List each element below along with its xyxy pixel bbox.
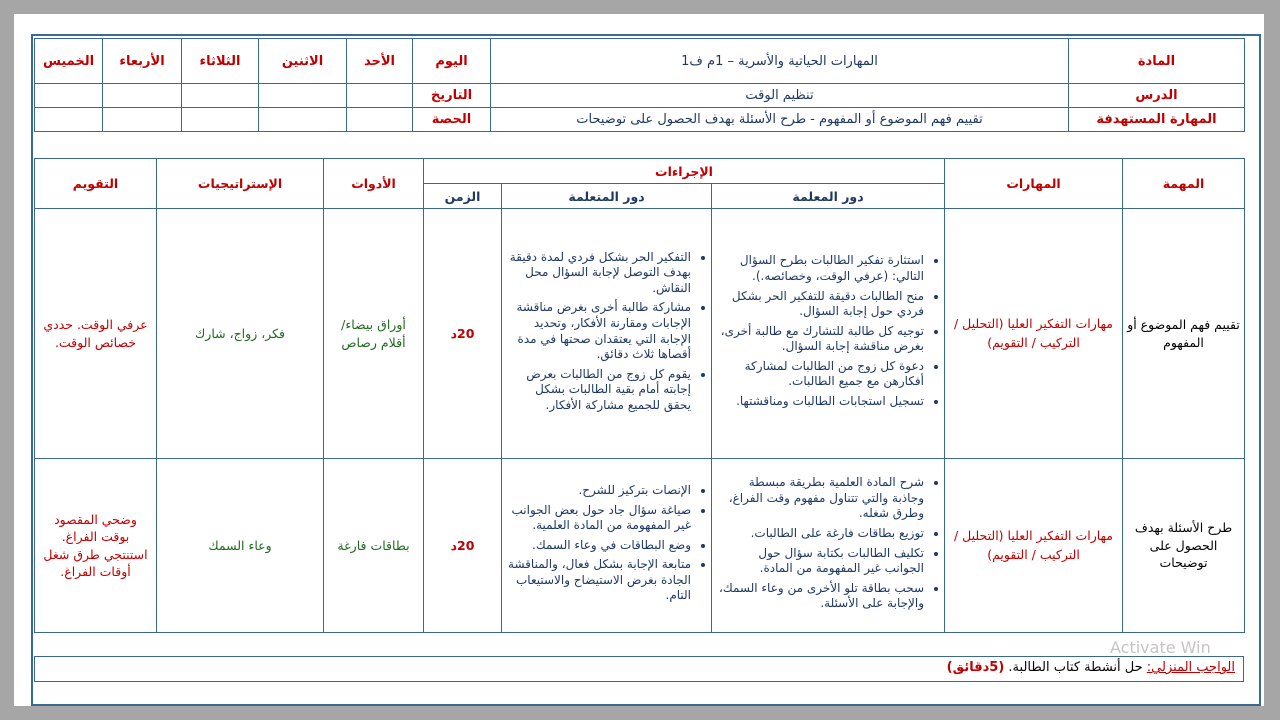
date-cell [103,84,182,108]
skills-cell: مهارات التفكير العليا (التحليل / التركيب / التقويم) [945,209,1123,459]
table-row [35,209,1245,459]
target-skill-label: المهارة المستهدفة [1069,108,1245,132]
col-task-header: المهمة [1123,159,1245,209]
lesson-header-table [34,38,1245,132]
list-item: • تكليف الطالبات بكتابة سؤال حول الجوانب غير المفهومة من المادة. [716,546,924,577]
student-role-cell [502,459,712,633]
list-item: • توزيع بطاقات فارغة على الطالبات. [716,526,924,542]
period-label: الحصة [413,108,491,132]
period-cell [347,108,413,132]
activation-watermark: Activate Win [1110,638,1211,657]
list-item: • صياغة سؤال جاد حول بعض الجوانب غير المفهومة من المادة العلمية. [506,503,691,534]
day-monday: الاثنين [259,39,347,84]
list-item: • مشاركة طالبة أخرى بغرض مناقشة الإجابات ومقارنة الأفكار، وتحديد الإجابة التي يعتقدان صحتها في مدة أقصاها ثلاث دقائق. [506,300,691,362]
day-tuesday: الثلاثاء [182,39,259,84]
subject-value: المهارات الحياتية والأسرية – 1م ف1 [491,39,1069,84]
list-item: • شرح المادة العلمية بطريقة مبسطة وجاذبة والتي تتناول مفهوم وقت الفراغ، وطرق شغله. [716,475,924,522]
period-cell [103,108,182,132]
strategies-cell: فكر، زواج، شارك [157,209,324,459]
list-item: • التفكير الحر بشكل فردي لمدة دقيقة بهدف التوصل لإجابة السؤال محل النقاش. [506,250,691,297]
col-procedures-header: الإجراءات [424,159,945,184]
date-cell [35,84,103,108]
lesson-value: تنظيم الوقت [491,84,1069,108]
date-label: التاريخ [413,84,491,108]
col-evaluation-header: التقويم [35,159,157,209]
homework-label: الواجب المنزلي: [1146,660,1235,675]
time-cell: 20د [424,459,502,633]
list-item: • منح الطالبات دقيقة للتفكير الحر بشكل فردي حول إجابة السؤال. [716,289,924,320]
subject-label: المادة [1069,39,1245,84]
col-skills-header: المهارات [945,159,1123,209]
list-item: • توجيه كل طالبة للتشارك مع طالبة أخرى، بغرض مناقشة إجابة السؤال. [716,324,924,355]
day-wednesday: الأربعاء [103,39,182,84]
date-cell [259,84,347,108]
date-cell [347,84,413,108]
lesson-label: الدرس [1069,84,1245,108]
skills-cell: مهارات التفكير العليا (التحليل / التركيب / التقويم) [945,459,1123,633]
col-strategies-header: الإستراتيجيات [157,159,324,209]
list-item: • الإنصات بتركيز للشرح. [506,483,691,499]
day-thursday: الخميس [35,39,103,84]
strategies-cell: وعاء السمك [157,459,324,633]
evaluation-cell: وضحي المقصود بوقت الفراغ. استنتجي طرق شغل أوقات الفراغ. [35,459,157,633]
period-cell [182,108,259,132]
table-row [35,459,1245,633]
list-item: • سحب بطاقة تلو الأخرى من وعاء السمك، والإجابة على الأسئلة. [716,581,924,612]
list-item: • وضع البطاقات في وعاء السمك. [506,538,691,554]
task-cell: طرح الأسئلة بهدف الحصول على توضيحات [1123,459,1245,633]
period-cell [259,108,347,132]
day-label: اليوم [413,39,491,84]
date-cell [182,84,259,108]
time-cell: 20د [424,209,502,459]
col-time-header: الزمن [424,184,502,209]
col-tools-header: الأدوات [324,159,424,209]
lesson-plan-table [34,158,1245,633]
homework-text: حل أنشطة كتاب الطالبة. [1008,660,1143,675]
list-item: • دعوة كل زوج من الطالبات لمشاركة أفكارهن مع جميع الطالبات. [716,359,924,390]
list-item: • متابعة الإجابة بشكل فعال، والمناقشة الجادة بغرض الاستيضاح والاستيعاب التام. [506,557,691,604]
target-skill-value: تقييم فهم الموضوع أو المفهوم - طرح الأسئلة بهدف الحصول على توضيحات [491,108,1069,132]
list-item: • تسجيل استجابات الطالبات ومناقشتها. [716,394,924,410]
list-item: • استثارة تفكير الطالبات بطرح السؤال التالي: (عرفي الوقت، وخصائصه.). [716,253,924,284]
teacher-role-cell [712,209,945,459]
day-sunday: الأحد [347,39,413,84]
list-item: • يقوم كل زوج من الطالبات بعرض إجابته أمام بقية الطالبات بشكل يحقق للجميع مشاركة الأفكار. [506,367,691,414]
tools-cell: بطاقات فارغة [324,459,424,633]
tools-cell: أوراق بيضاء/ أقلام رصاص [324,209,424,459]
student-role-cell [502,209,712,459]
period-cell [35,108,103,132]
teacher-role-cell [712,459,945,633]
homework-bar [34,656,1244,682]
col-student-header: دور المتعلمة [502,184,712,209]
evaluation-cell: عرفي الوقت. حددي خصائص الوقت. [35,209,157,459]
task-cell: تقييم فهم الموضوع أو المفهوم [1123,209,1245,459]
homework-duration: (5دقائق) [946,660,1005,675]
col-teacher-header: دور المعلمة [712,184,945,209]
